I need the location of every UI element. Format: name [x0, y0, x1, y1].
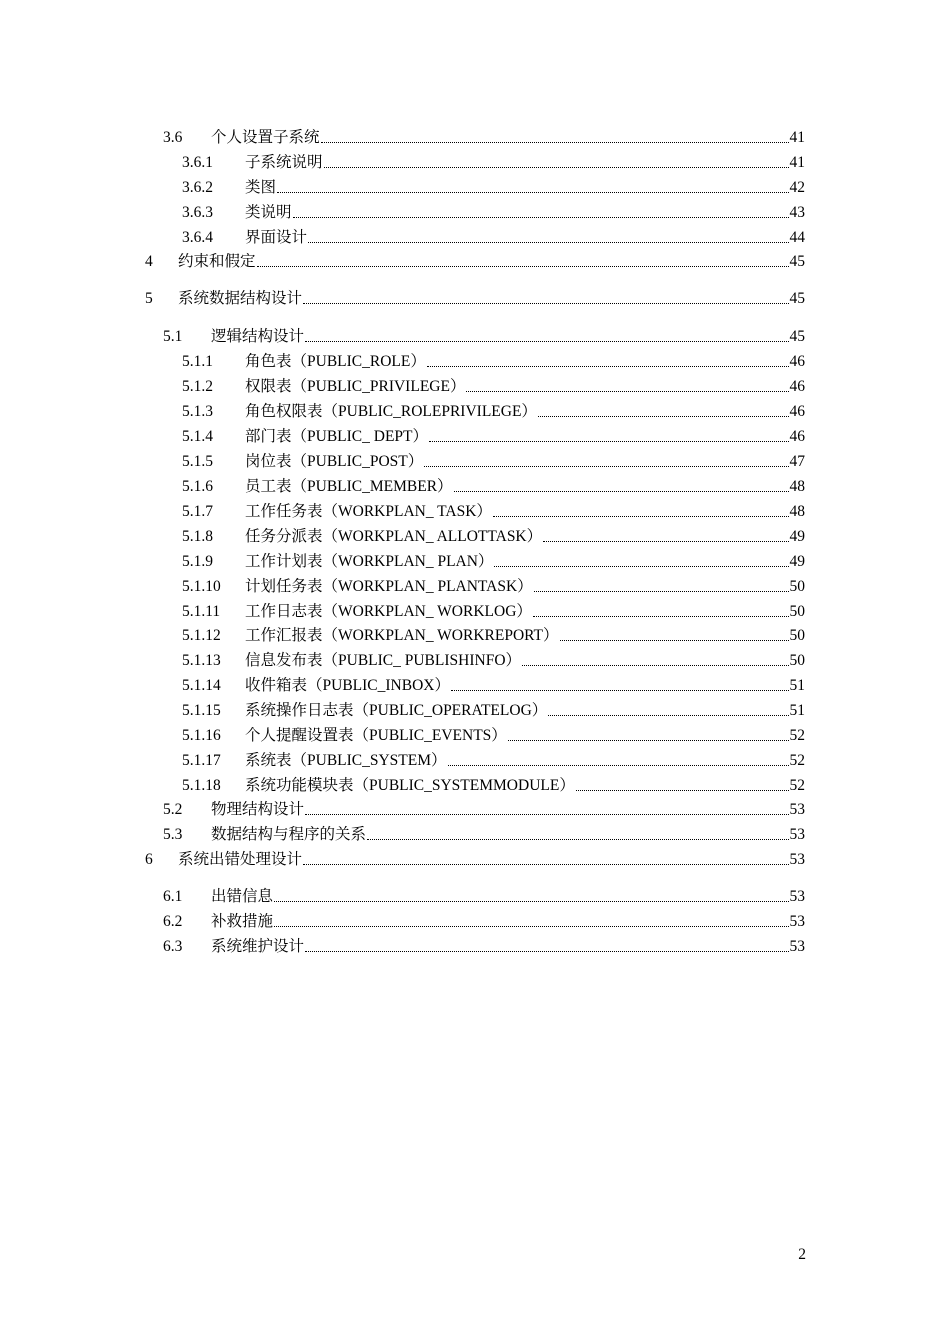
toc-entry-title: 角色表（PUBLIC_ROLE）	[245, 353, 426, 370]
toc-dot-leader	[303, 864, 788, 865]
toc-entry-number: 5.1.3	[182, 403, 213, 420]
toc-entry-number: 3.6.4	[182, 229, 213, 246]
toc-entry-number: 5.1.16	[182, 727, 221, 744]
toc-entry-number: 5.1.15	[182, 702, 221, 719]
toc-dot-leader	[543, 541, 788, 542]
toc-entry-page: 46	[789, 428, 805, 445]
toc-entry-page: 45	[789, 253, 805, 270]
toc-entry-number: 5.3	[163, 826, 183, 843]
toc-entry[interactable]	[182, 475, 805, 497]
toc-entry-title: 计划任务表（WORKPLAN_ PLANTASK）	[245, 578, 533, 595]
toc-entry-page: 53	[789, 801, 805, 818]
toc-entry-number: 5.1.18	[182, 777, 221, 794]
toc-dot-leader	[424, 466, 788, 467]
toc-entry-page: 50	[789, 652, 805, 669]
toc-entry[interactable]	[182, 500, 805, 522]
toc-entry-page: 43	[789, 204, 805, 221]
toc-entry-page: 48	[789, 503, 805, 520]
toc-entry-title: 岗位表（PUBLIC_POST）	[245, 453, 424, 470]
toc-entry-page: 53	[789, 888, 805, 905]
toc-entry[interactable]	[163, 910, 805, 932]
toc-dot-leader	[305, 814, 788, 815]
toc-entry-title: 个人设置子系统	[211, 129, 320, 146]
toc-entry-number: 5.1.8	[182, 528, 213, 545]
toc-entry[interactable]	[182, 600, 805, 622]
toc-entry-number: 5.1.5	[182, 453, 213, 470]
toc-dot-leader	[508, 740, 789, 741]
toc-entry-number: 5	[145, 290, 153, 307]
toc-entry[interactable]	[182, 350, 805, 372]
toc-entry-title: 信息发布表（PUBLIC_ PUBLISHINFO）	[245, 652, 522, 669]
toc-entry-title: 权限表（PUBLIC_PRIVILEGE）	[245, 378, 466, 395]
toc-entry[interactable]	[182, 201, 805, 223]
toc-dot-leader	[534, 591, 789, 592]
toc-entry[interactable]	[145, 250, 805, 272]
toc-entry-number: 5.1.9	[182, 553, 213, 570]
toc-entry[interactable]	[163, 823, 805, 845]
toc-dot-leader	[274, 901, 788, 902]
toc-entry-title: 工作计划表（WORKPLAN_ PLAN）	[245, 553, 494, 570]
toc-entry-page: 50	[789, 627, 805, 644]
toc-entry-number: 5.1.13	[182, 652, 221, 669]
toc-dot-leader	[548, 715, 788, 716]
toc-entry[interactable]	[182, 674, 805, 696]
toc-entry-number: 5.1.7	[182, 503, 213, 520]
toc-entry-page: 45	[789, 328, 805, 345]
toc-entry[interactable]	[163, 935, 805, 957]
toc-entry-page: 41	[789, 154, 805, 171]
toc-entry-number: 5.1.12	[182, 627, 221, 644]
toc-entry-number: 5.1.10	[182, 578, 221, 595]
toc-entry-page: 47	[789, 453, 805, 470]
toc-entry-number: 6.3	[163, 938, 183, 955]
toc-entry-title: 员工表（PUBLIC_MEMBER）	[245, 478, 453, 495]
toc-entry-title: 角色权限表（PUBLIC_ROLEPRIVILEGE）	[245, 403, 537, 420]
toc-dot-leader	[538, 416, 789, 417]
toc-entry-title: 逻辑结构设计	[211, 328, 305, 345]
toc-entry-title: 界面设计	[245, 229, 308, 246]
toc-dot-leader	[576, 790, 789, 791]
toc-entry-title: 补救措施	[211, 913, 274, 930]
toc-entry[interactable]	[182, 176, 805, 198]
toc-entry-number: 4	[145, 253, 153, 270]
toc-entry-title: 工作汇报表（WORKPLAN_ WORKREPORT）	[245, 627, 559, 644]
page-number: 2	[798, 1246, 806, 1263]
toc-entry-title: 出错信息	[211, 888, 274, 905]
toc-entry-page: 46	[789, 378, 805, 395]
toc-entry-page: 49	[789, 528, 805, 545]
toc-entry-number: 5.1.4	[182, 428, 213, 445]
toc-entry-number: 6.1	[163, 888, 183, 905]
toc-entry[interactable]	[182, 749, 805, 771]
toc-entry-number: 3.6.2	[182, 179, 213, 196]
toc-entry-page: 52	[789, 727, 805, 744]
toc-dot-leader	[427, 366, 789, 367]
toc-entry-number: 5.1.11	[182, 603, 221, 620]
toc-entry[interactable]	[182, 375, 805, 397]
toc-dot-leader	[522, 665, 788, 666]
toc-entry[interactable]	[182, 425, 805, 447]
toc-entry[interactable]	[182, 226, 805, 248]
toc-dot-leader	[274, 926, 788, 927]
toc-entry-number: 5.1.1	[182, 353, 213, 370]
toc-entry-title: 个人提醒设置表（PUBLIC_EVENTS）	[245, 727, 507, 744]
toc-entry-number: 6	[145, 851, 153, 868]
toc-entry-page: 53	[789, 938, 805, 955]
toc-dot-leader	[257, 266, 789, 267]
toc-entry[interactable]	[182, 699, 805, 721]
toc-entry-title: 物理结构设计	[211, 801, 305, 818]
toc-entry-title: 类说明	[245, 204, 292, 221]
toc-entry-title: 子系统说明	[245, 154, 323, 171]
toc-entry-title: 系统功能模块表（PUBLIC_SYSTEMMODULE）	[245, 777, 575, 794]
toc-entry[interactable]	[182, 151, 805, 173]
toc-entry-title: 任务分派表（WORKPLAN_ ALLOTTASK）	[245, 528, 543, 545]
toc-entry-title: 工作日志表（WORKPLAN_ WORKLOG）	[245, 603, 532, 620]
toc-entry[interactable]	[182, 575, 805, 597]
toc-entry-title: 部门表（PUBLIC_ DEPT）	[245, 428, 428, 445]
toc-entry-number: 5.1.6	[182, 478, 213, 495]
toc-entry-number: 3.6.1	[182, 154, 213, 171]
toc-entry-title: 系统数据结构设计	[178, 290, 303, 307]
toc-dot-leader	[466, 391, 788, 392]
toc-entry[interactable]	[163, 885, 805, 907]
toc-entry-number: 3.6.3	[182, 204, 213, 221]
toc-entry-number: 5.1.14	[182, 677, 221, 694]
toc-entry[interactable]	[182, 649, 805, 671]
toc-entry-page: 48	[789, 478, 805, 495]
toc-entry[interactable]	[145, 287, 805, 309]
toc-entry-page: 41	[789, 129, 805, 146]
toc-dot-leader	[324, 167, 789, 168]
toc-entry-page: 52	[789, 777, 805, 794]
toc-dot-leader	[305, 951, 788, 952]
toc-entry-title: 工作任务表（WORKPLAN_ TASK）	[245, 503, 492, 520]
toc-entry-page: 46	[789, 403, 805, 420]
toc-entry-page: 45	[789, 290, 805, 307]
toc-entry-number: 5.1	[163, 328, 183, 345]
toc-entry-page: 42	[789, 179, 805, 196]
toc-entry[interactable]	[182, 450, 805, 472]
toc-dot-leader	[308, 242, 788, 243]
toc-dot-leader	[451, 690, 789, 691]
toc-entry[interactable]	[182, 774, 805, 796]
toc-dot-leader	[367, 839, 788, 840]
toc-entry-page: 50	[789, 578, 805, 595]
toc-dot-leader	[303, 303, 788, 304]
toc-dot-leader	[321, 142, 789, 143]
toc-dot-leader	[448, 765, 789, 766]
toc-entry[interactable]	[145, 848, 805, 870]
toc-entry-title: 系统操作日志表（PUBLIC_OPERATELOG）	[245, 702, 548, 719]
toc-entry[interactable]	[182, 525, 805, 547]
toc-entry-page: 50	[789, 603, 805, 620]
toc-dot-leader	[293, 217, 789, 218]
toc-entry-page: 44	[789, 229, 805, 246]
toc-entry[interactable]	[182, 724, 805, 746]
toc-entry-page: 53	[789, 826, 805, 843]
toc-entry[interactable]	[182, 550, 805, 572]
toc-entry-title: 数据结构与程序的关系	[211, 826, 367, 843]
toc-entry-title: 系统表（PUBLIC_SYSTEM）	[245, 752, 447, 769]
toc-entry-page: 53	[789, 913, 805, 930]
toc-entry-page: 52	[789, 752, 805, 769]
toc-entry[interactable]	[182, 400, 805, 422]
toc-dot-leader	[277, 192, 788, 193]
toc-entry-page: 49	[789, 553, 805, 570]
toc-dot-leader	[454, 491, 789, 492]
toc-entry-title: 系统出错处理设计	[178, 851, 303, 868]
toc-entry[interactable]	[163, 798, 805, 820]
toc-entry-number: 6.2	[163, 913, 183, 930]
toc-entry-number: 3.6	[163, 129, 183, 146]
toc-entry-page: 46	[789, 353, 805, 370]
toc-entry-page: 53	[789, 851, 805, 868]
toc-entry[interactable]	[182, 624, 805, 646]
toc-dot-leader	[560, 640, 789, 641]
toc-entry[interactable]	[163, 126, 805, 148]
toc-entry[interactable]	[163, 325, 805, 347]
toc-entry-title: 系统维护设计	[211, 938, 305, 955]
toc-dot-leader	[429, 441, 789, 442]
toc-dot-leader	[494, 566, 788, 567]
toc-entry-number: 5.2	[163, 801, 183, 818]
toc-dot-leader	[533, 616, 789, 617]
toc-entry-page: 51	[789, 702, 805, 719]
toc-entry-title: 类图	[245, 179, 277, 196]
toc-entry-title: 约束和假定	[178, 253, 256, 270]
toc-dot-leader	[305, 341, 788, 342]
toc-entry-number: 5.1.2	[182, 378, 213, 395]
toc-entry-page: 51	[789, 677, 805, 694]
toc-entry-title: 收件箱表（PUBLIC_INBOX）	[245, 677, 450, 694]
toc-entry-number: 5.1.17	[182, 752, 221, 769]
toc-dot-leader	[493, 516, 789, 517]
